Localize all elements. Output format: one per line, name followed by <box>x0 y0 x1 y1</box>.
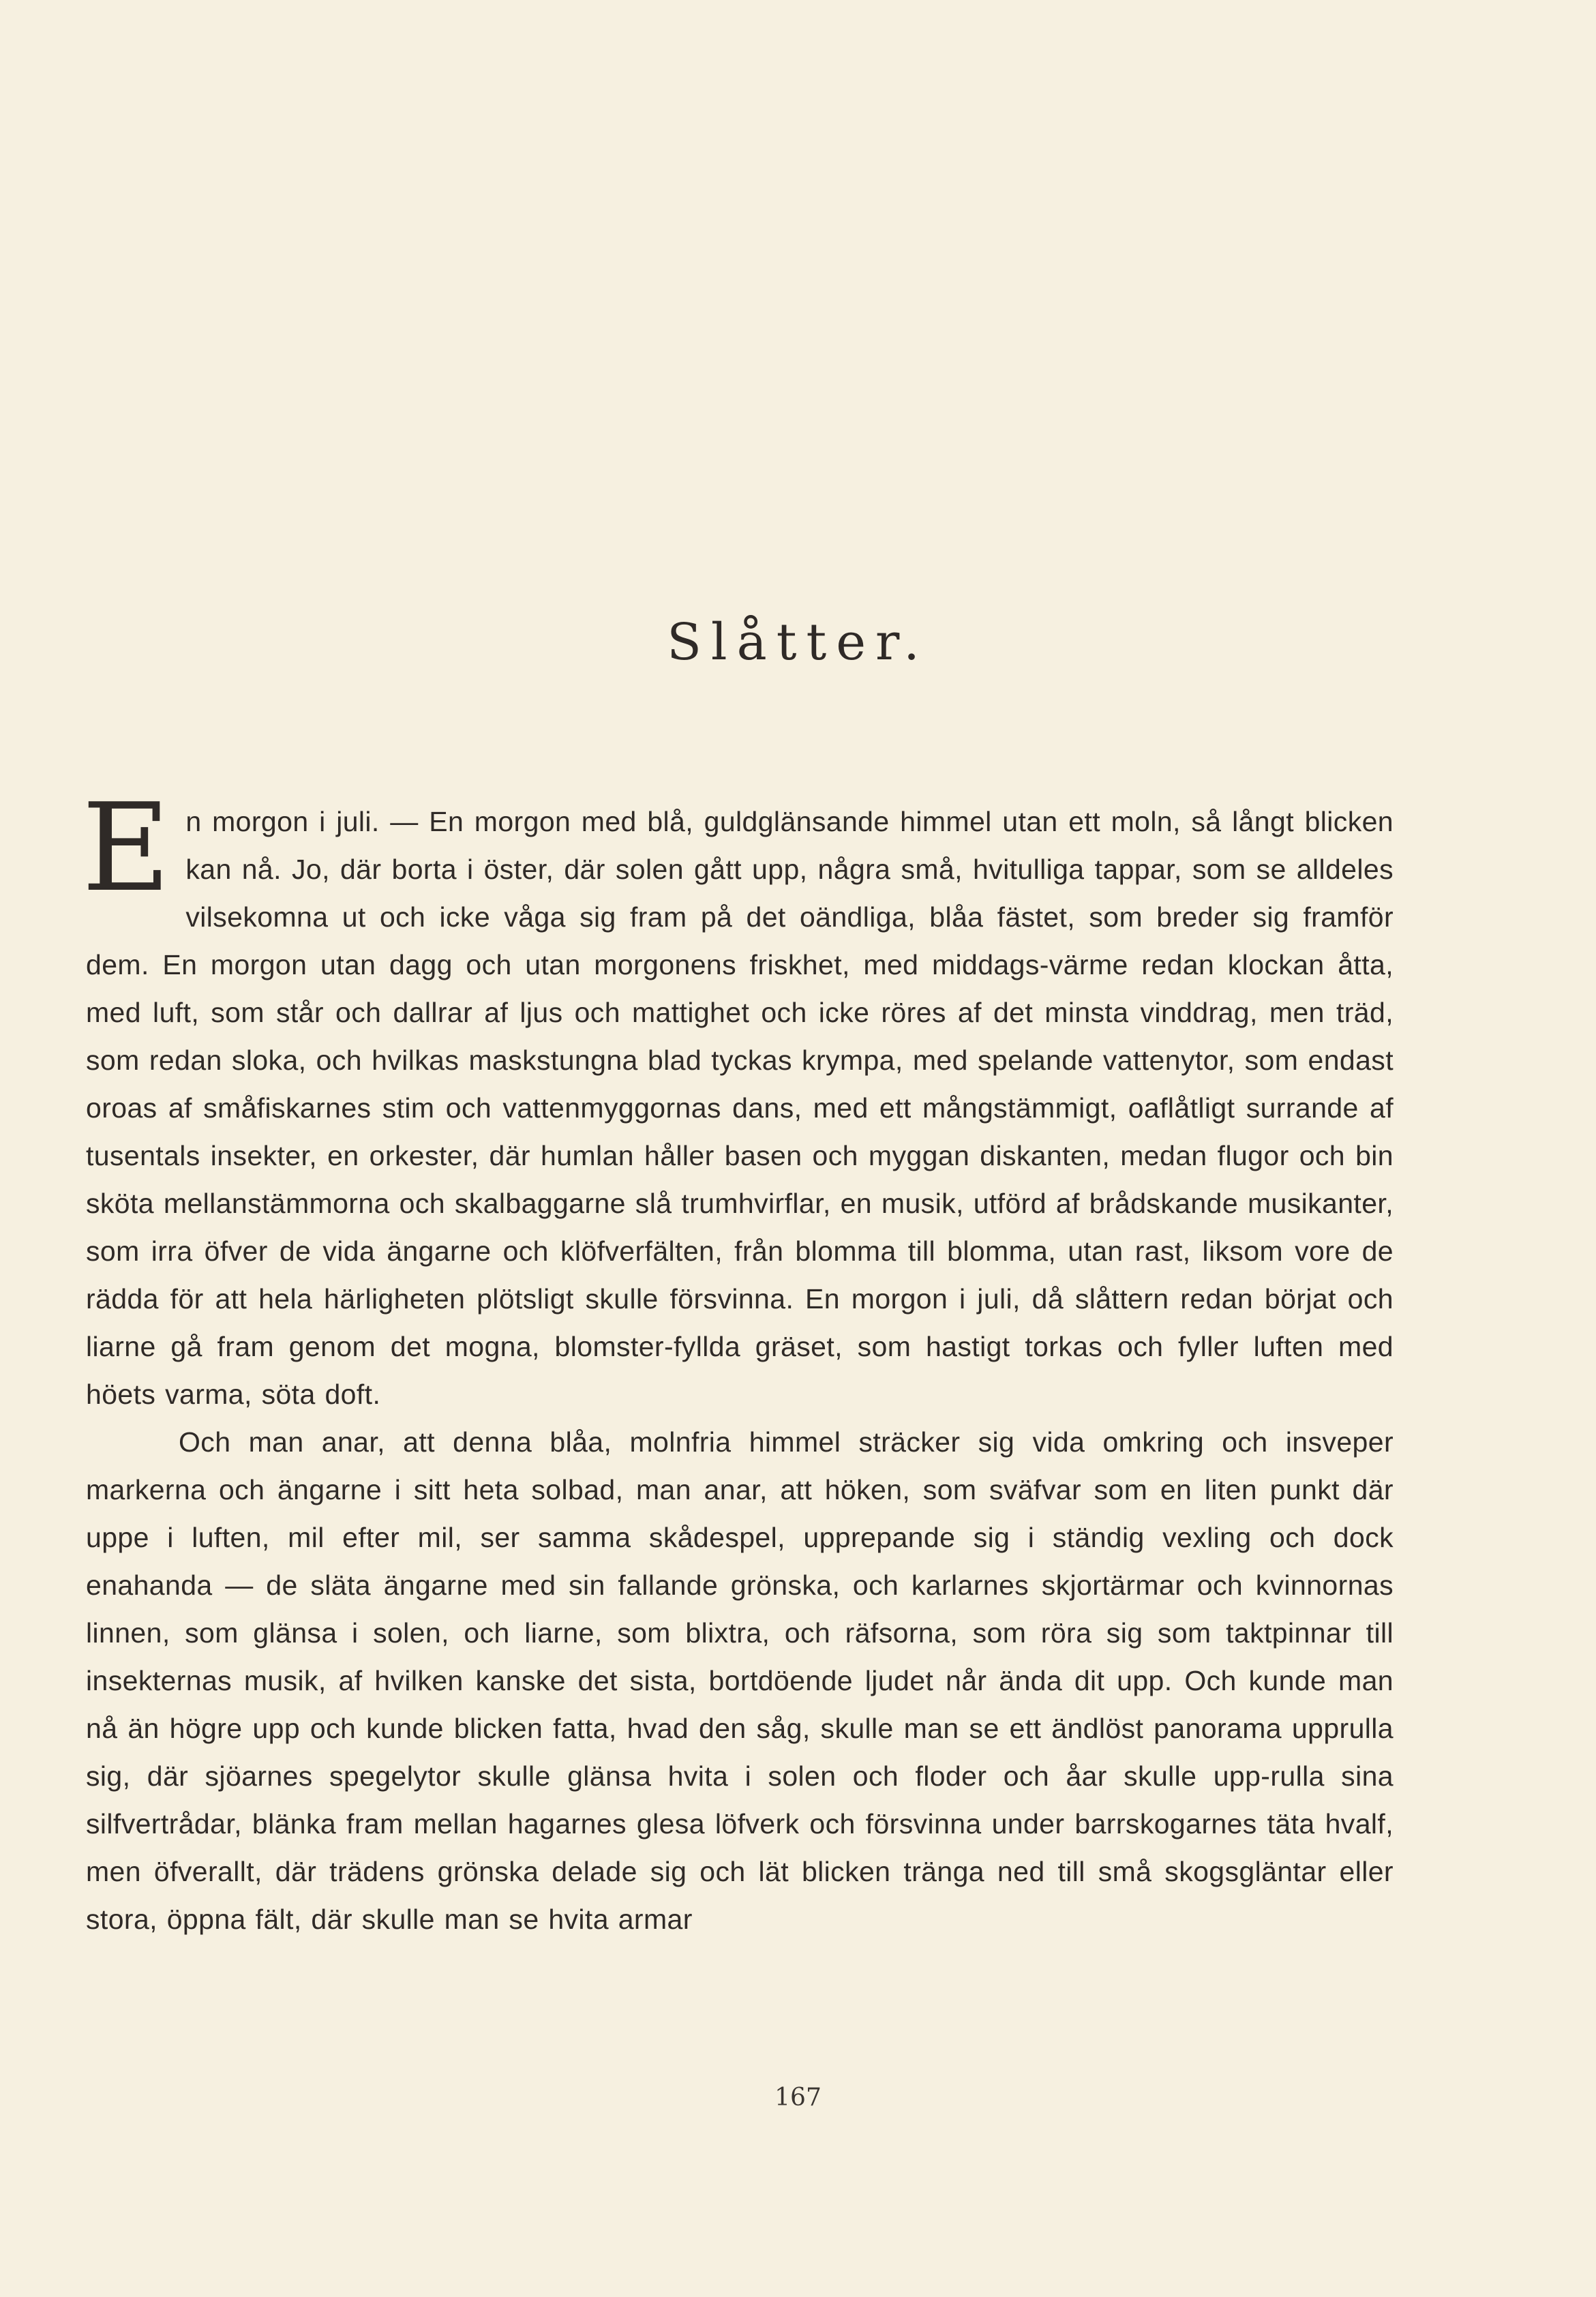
drop-cap: E <box>82 777 171 918</box>
paragraph-1-text: n morgon i juli. — En morgon med blå, guldglänsande himmel utan ett moln, så långt blicken kan nå. Jo, där borta i öster, där solen gått upp, några små, hvitulliga tappar, som se alldeles vilsekomna ut och icke våga sig fram på det oändliga, blåa fästet, som breder sig framför dem. En morgon utan dagg och utan morgonens friskhet, med middags-värme redan klockan åtta, med luft, som står och dallrar af ljus och mattighet och icke röres af det minsta vinddrag, men träd, som redan sloka, och hvilkas maskstungna blad tyckas krympa, med spelande vattenytor, som endast oroas af småfiskarnes stim och vattenmyggornas dans, med ett mångstämmigt, oaflåtligt surrande af tusentals insekter, en orkester, där humlan håller basen och myggan diskanten, medan flugor och bin sköta mellanstämmorna och skalbaggarne slå trumhvirflar, en musik, utförd af brådskande musikanter, som irra öfver de vida ängarne och klöfverfälten, från blomma till blomma, utan rast, liksom vore de rädda för att hela härligheten plötsligt skulle försvinna. En morgon i juli, då slåttern redan börjat och liarne gå fram genom det mogna, blomster-fyllda gräset, som hastigt torkas och fyller luften med höets varma, söta doft. <box>86 806 1394 1410</box>
chapter-title: Slåtter. <box>667 613 929 672</box>
paragraph-2 <box>86 1418 1394 1943</box>
paragraph-1 <box>82 777 1394 1418</box>
paragraph-2-text: Och man anar, att denna blåa, molnfria himmel sträcker sig vida omkring och insveper markerna och ängarne i sitt heta solbad, man anar, att höken, som sväfvar som en liten punkt där uppe i luften, mil efter mil, ser samma skådespel, upprepande sig i ständig vexling och dock enahanda — de släta ängarne med sin fallande grönska, och karlarnes skjortärmar och kvinnornas linnen, som glänsa i solen, och liarne, som blixtra, och räfsorna, som röra sig som taktpinnar till insekternas musik, af hvilken kanske det sista, bortdöende ljudet når ända dit upp. Och kunde man nå än högre upp och kunde blicken fatta, hvad den såg, skulle man se ett ändlöst panorama upprulla sig, där sjöarnes spegelytor skulle glänsa hvita i solen och floder och åar skulle upp-rulla sina silfvertrådar, blänka fram mellan hagarnes glesa löfverk och försvinna under barrskogarnes täta hvalf, men öfverallt, där trädens grönska delade sig och lät blicken tränga ned till små skogsgläntar eller stora, öppna fält, där skulle man se hvita armar <box>86 1426 1394 1935</box>
body-text <box>82 777 1394 1943</box>
page-number: 167 <box>774 2084 822 2112</box>
